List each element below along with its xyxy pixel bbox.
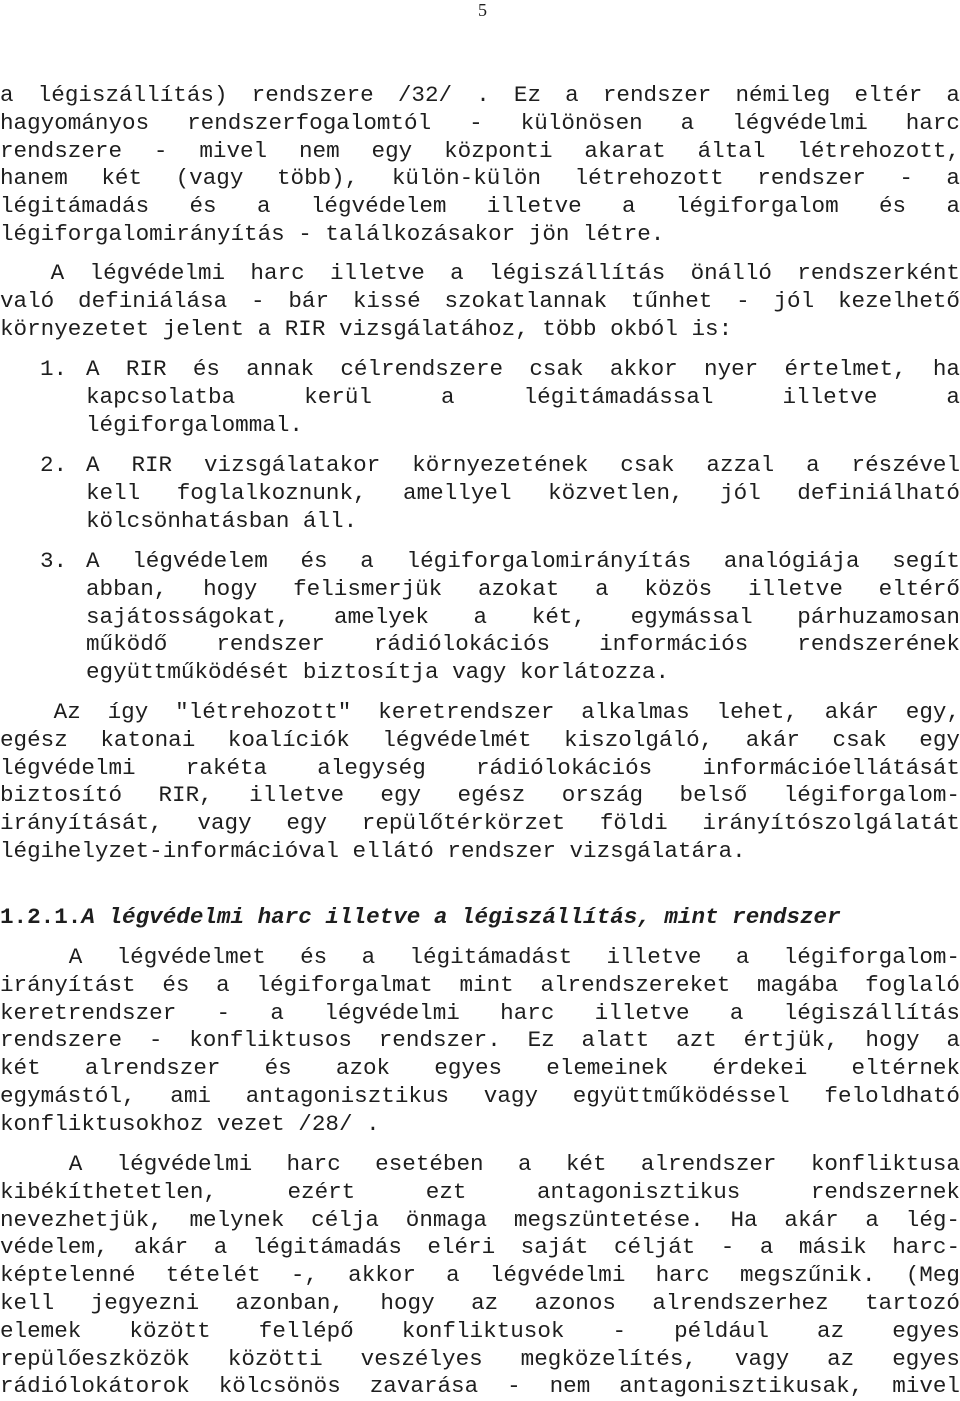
- text-line: egymástól, ami antagonisztikus vagy együttműködéssel feloldható: [0, 1082, 960, 1109]
- section-title: A légvédelmi harc illetve a légiszállítás, mint rendszer: [81, 904, 841, 930]
- text-line: rendszere - mivel nem egy központi akarat által létrehozott,: [0, 137, 960, 164]
- text-line: biztosító RIR, illetve egy egész ország belső légiforgalom-: [0, 782, 960, 809]
- text-line: egész katonai koalíciók légvédelmét kiszolgáló, akár csak egy: [0, 726, 960, 753]
- text-line: rendszere - konfliktusos rendszer. Ez alatt azt értjük, hogy a: [0, 1027, 960, 1054]
- paragraph-5: [0, 1151, 960, 1401]
- text-line: konfliktusokhoz vezet /28/ .: [0, 1110, 380, 1137]
- page-number: 5: [478, 0, 487, 20]
- text-line: való definiálása - bár kissé szokatlannak tűnhet - jól kezelhető: [0, 287, 960, 314]
- text-line: nevezhetjük, melynek célja önmaga megszüntetése. Ha akár a lég-: [0, 1206, 960, 1233]
- list-number: 3.: [40, 548, 68, 574]
- text-line: légihelyzet-információval ellátó rendszer vizsgálatára.: [0, 837, 746, 864]
- text-line: két alrendszer és azok egyes elemeinek érdekei eltérnek: [0, 1055, 960, 1082]
- text-line: elemek között fellépő konfliktusok - például az egyes: [0, 1317, 960, 1344]
- text-line: A légvédelmet és a légitámadást illetve a légiforgalom-: [0, 944, 960, 970]
- text-line: repülőeszközök közötti veszélyes megközelítés, vagy az egyes: [0, 1345, 960, 1372]
- text-line: irányítást és a légiforgalmat mint alrendszereket magába foglaló: [0, 971, 960, 998]
- paragraph-3: [0, 699, 960, 866]
- text-line: A légvédelmi harc illetve a légiszállítás önálló rendszerként: [0, 260, 960, 286]
- section-heading: [0, 904, 841, 932]
- text-line: légitámadás és a légvédelem illetve a légiforgalom és a: [0, 193, 960, 220]
- text-line: kell jegyezni azonban, hogy az azonos alrendszerhez tartozó: [0, 1289, 960, 1316]
- paragraph-4: [0, 944, 960, 1139]
- text-line: A légvédelmi harc esetében a két alrendszer konfliktusa: [0, 1151, 960, 1177]
- list-number: 2.: [40, 452, 68, 478]
- list-item-text: A RIR és annak célrendszere csak akkor nyer értelmet, ha kapcsolatba kerül a légitámadással illetve a légiforgalommal.: [86, 356, 960, 438]
- text-line: rádiólokátorok kölcsönös zavarása - nem antagonisztikusak, mivel: [0, 1373, 960, 1400]
- text-line: hanem két (vagy több), külön-külön létrehozott rendszer - a: [0, 165, 960, 192]
- paragraph-2: [0, 260, 960, 343]
- text-line: keretrendszer - a légvédelmi harc illetve a légiszállítás: [0, 999, 960, 1026]
- list-item-text: A légvédelem és a légiforgalomirányítás analógiája segít abban, hogy felismerjük azokat a közös illetve eltérő sajátosságokat, amelyek a két, egymással párhuzamosan működő rendszer rádiólokációs információs rendszerének együttműködését biztosítja vagy korlátozza.: [86, 548, 960, 686]
- list-item-text: A RIR vizsgálatakor környezetének csak azzal a részével kell foglalkoznunk, amellyel közvetlen, jól definiálható kölcsönhatásban áll.: [86, 452, 960, 534]
- text-line: irányítását, vagy egy repülőtérkörzet földi irányítószolgálatát: [0, 810, 960, 837]
- list-number: 1.: [40, 356, 68, 382]
- text-line: képtelenné tételét -, akkor a légvédelmi harc megszűnik. (Meg: [0, 1262, 960, 1289]
- text-line: környezetet jelent a RIR vizsgálatához, több okból is:: [0, 315, 733, 342]
- text-line: kibékíthetetlen, ezért ezt antagonisztikus rendszernek: [0, 1178, 960, 1205]
- text-line: védelem, akár a légitámadás eléri saját célját - a másik harc-: [0, 1234, 960, 1261]
- section-number: 1.2.1.: [0, 904, 82, 930]
- text-line: légvédelmi rakéta alegység rádiólokációs információellátását: [0, 754, 960, 781]
- text-line: Az így "létrehozott" keretrendszer alkalmas lehet, akár egy,: [0, 699, 960, 725]
- paragraph-1: [0, 82, 960, 249]
- text-line: a légiszállítás) rendszere /32/ . Ez a rendszer némileg eltér a: [0, 82, 960, 108]
- text-line: hagyományos rendszerfogalomtól - különösen a légvédelmi harc: [0, 109, 960, 136]
- text-line: légiforgalomirányítás - találkozásakor jön létre.: [0, 220, 665, 247]
